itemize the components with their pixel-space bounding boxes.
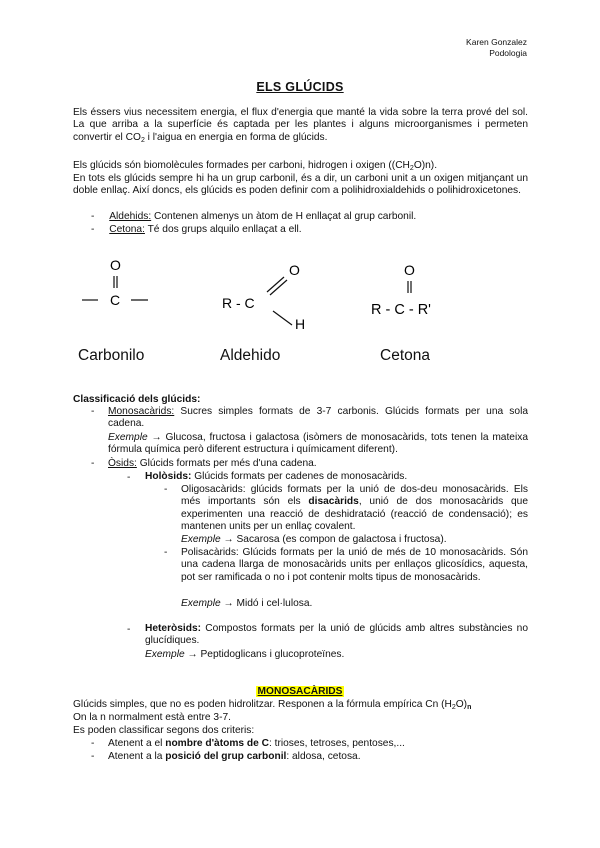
- intro-paragraph-3: En tots els glúcids sempre hi ha un grup carbonil, és a dir, un carboni unit a un oxigen mitjançant un doble enllaç. Així doncs, els glúcids es poden definir com a polihidroxialdehids o polihidroxicetones.: [73, 173, 528, 197]
- hetero-dash: -: [127, 624, 131, 635]
- aldehido-h-bond: [273, 311, 292, 325]
- subject-name: Podologia: [489, 48, 527, 59]
- definition-aldehids: - Aldehids: Contenen almenys un àtom de H enllaçat al grup carbonil.: [91, 211, 417, 222]
- oligo-definition: Oligosacàrids: glúcids formats per la unió de dos-deu monosacàrids. Els més importants són els disacàrids, unió de dos monosacàrids que experimenten una reacció de deshidratació (reacció de condensació); es mantenen units per un enllaç covalent.: [181, 484, 529, 533]
- aldehido-label: Aldehido: [220, 347, 281, 364]
- crit2-dash: -: [91, 751, 95, 762]
- hetero-example: Exemple → Peptidoglicans i glucoproteïnes.: [145, 649, 345, 660]
- oligo-example: Exemple → Sacarosa (es compon de galactosa i fructosa).: [181, 534, 447, 545]
- poli-dash: -: [164, 547, 168, 558]
- author-name: Karen Gonzalez: [466, 37, 527, 47]
- intro-paragraph-2: Els glúcids són biomolècules formades per carboni, hidrogen i oxigen $((CH_2O)n)$.: [73, 160, 438, 172]
- classification-heading: Classificació dels glúcids:: [73, 394, 201, 405]
- page-header: [466, 37, 527, 60]
- osids-definition: Òsids: Glúcids formats per més d'una cadena.: [108, 458, 317, 469]
- hetero-definition: Heteròsids: Compostos formats per la unió de glúcids amb altres substàncies no glucídiques.: [145, 623, 528, 647]
- mono-line-2: On la n normalment està entre 3-7.: [73, 712, 231, 723]
- carbonilo-label: Carbonilo: [78, 347, 145, 364]
- mono-definition: Monosacàrids: Sucres simples formats de 3-7 carbonis. Glúcids formats per una sola cadena.: [108, 406, 528, 430]
- intro-paragraph-1: Els éssers vius necessitem energia, el flux d'energia que manté la vida sobre la terra prové del sol. La que arriba a la superfície és captada per les plantes i alguns microorganismes i permeten convertir el $CO_2$ i l'aigua en energia en forma de glúcids.: [73, 107, 528, 144]
- carbonyl-figure: [70, 253, 530, 373]
- crit1-dash: -: [91, 738, 95, 749]
- aldehido-oxygen: O: [289, 262, 300, 278]
- cetona-oxygen: O: [404, 262, 415, 278]
- holo-definition: Holòsids: Glúcids formats per cadenes de monosacàrids.: [145, 471, 408, 482]
- mono-line-1: Glúcids simples, que no es poden hidrolitzar. Responen a la fórmula empírica Cn $(H_2O)_n$: [73, 699, 472, 711]
- mono-example: Exemple → Glucosa, fructosa i galactosa (isòmers de monosacàrids, tots tenen la mateixa fórmula química però diferent estructura i químicament diferent).: [108, 432, 528, 456]
- criterion-2: Atenent a la posició del grup carbonil: aldosa, cetosa.: [108, 751, 361, 762]
- cetona-formula: R - C - R': [371, 302, 431, 318]
- osids-dash: -: [91, 458, 95, 469]
- page-title: ELS GLÚCIDS: [256, 80, 344, 94]
- carbonilo-carbon: C: [110, 292, 121, 308]
- holo-dash: -: [127, 472, 131, 483]
- poli-definition: Polisacàrids: Glúcids formats per la unió de més de 10 monosacàrids. Són una cadena llarga de monosacàrids units per enllaços glicosídics, aquesta, pot ser ramificada o no i pot contenir molts tipus de monosacàrids.: [181, 547, 528, 583]
- aldehido-formula: R - C: [222, 295, 255, 311]
- aldehido-hydrogen: H: [295, 316, 306, 332]
- definition-cetona: - Cetona: Té dos grups alquilo enllaçat a ell.: [91, 224, 302, 235]
- carbonilo-oxygen: O: [110, 257, 121, 273]
- criterion-1: Atenent a el nombre d'àtoms de C: trioses, tetroses, pentoses,...: [108, 738, 405, 749]
- oligo-dash: -: [164, 484, 168, 495]
- cetona-label: Cetona: [380, 347, 430, 364]
- mono-line-3: Es poden classificar segons dos criteris:: [73, 725, 255, 736]
- monosacarids-heading-wrap: [0, 686, 600, 698]
- poli-example: Exemple → Midó i cel·lulosa.: [181, 598, 313, 609]
- mono-dash: -: [91, 406, 95, 417]
- monosacarids-heading: MONOSACÀRIDS: [257, 686, 343, 697]
